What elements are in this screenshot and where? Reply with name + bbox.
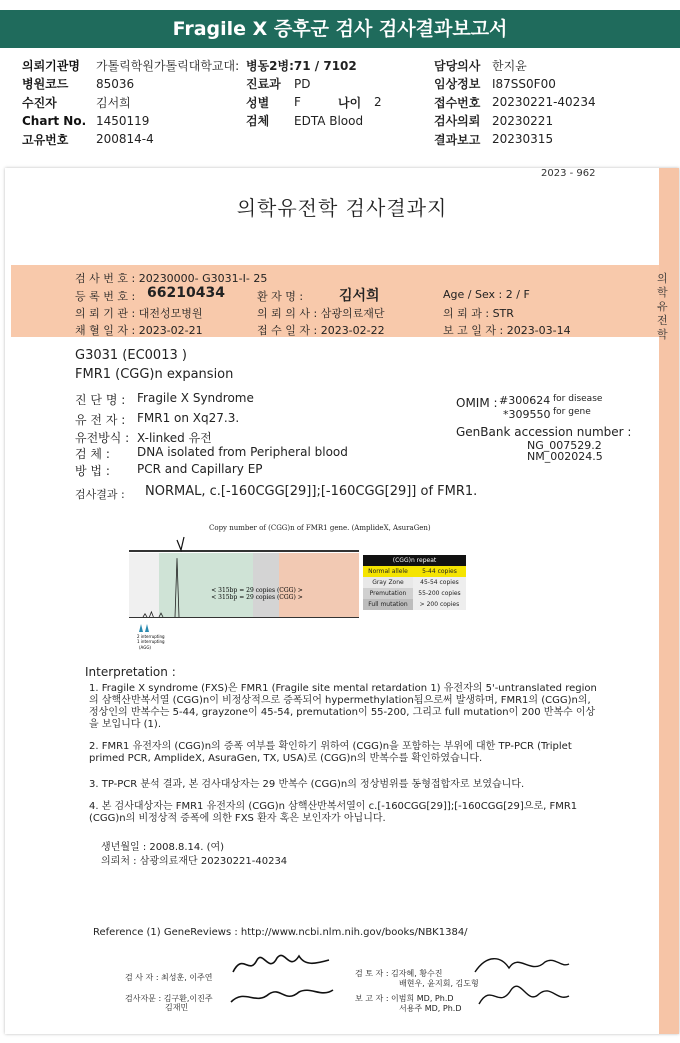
band-reg-label: 등 록 번 호 :: [75, 290, 136, 303]
method-value: PCR and Capillary EP: [137, 462, 263, 476]
signature-reviewer: [465, 946, 575, 1016]
chart-left-area: [129, 553, 159, 617]
interrupting-label-3: (AGG): [139, 645, 151, 650]
header-label: 접수번호: [434, 95, 481, 110]
legend-range: 55-200 copies: [413, 588, 466, 599]
interp-p2: 2. FMR1 유전자의 (CGG)n의 증폭 여부를 확인하기 위하여 (CGG)n을 포함하는 부위에 대한 TP-PCR (Triplet primed PCR, AmplideX, AsuraGen, TX, USA)로 (CGG)n의 반복수를 확인하였습니다.: [89, 741, 572, 764]
legend-name: Premutation: [363, 588, 413, 599]
reporter: 보 고 자 : 이범희 MD, Ph.D: [355, 994, 454, 1003]
tester: 검 사 자 : 최성훈, 이주연: [125, 973, 213, 982]
region-normal: [159, 553, 253, 617]
header-label: 성별: [246, 95, 270, 110]
header-value: 1450119: [96, 113, 150, 128]
band-name-value: 김서희: [339, 288, 380, 304]
result-label: 검사결과 :: [75, 488, 125, 501]
repeat-legend: [363, 555, 466, 610]
omim1-note: for disease: [553, 394, 603, 404]
omim1: #300624: [499, 394, 551, 407]
omim-label: OMIM :: [456, 396, 498, 410]
band-receive: 접 수 일 자 : 2023-02-22: [257, 324, 385, 337]
inherit-label: 유전방식 :: [75, 431, 130, 445]
legend-row: [363, 566, 466, 577]
manager-2: 김재민: [165, 1003, 189, 1012]
method-label: 방 법 :: [75, 464, 110, 478]
interrupting-label-1: 2 interrupting: [137, 634, 165, 639]
legend-row: [363, 577, 466, 588]
header-label: Chart No.: [22, 113, 87, 128]
legend-range: > 200 copies: [413, 599, 466, 610]
header-label: 의뢰기관명: [22, 58, 80, 73]
header-row: [22, 112, 662, 131]
header-value: 200814-4: [96, 132, 154, 147]
legend-range: 5-44 copies: [413, 566, 466, 577]
band-report: 보 고 일 자 : 2023-03-14: [443, 324, 571, 337]
header-label: 병원코드: [22, 77, 69, 92]
peak-arrow-icon: [177, 537, 184, 550]
header-info: [22, 56, 662, 149]
band-dept: 의 뢰 과 : STR: [443, 307, 514, 320]
chart-title: Copy number of (CGG)n of FMR1 gene. (AmplideX, AsuraGen): [209, 524, 431, 532]
legend-name: Full mutation: [363, 599, 413, 610]
chart-baseline: [129, 617, 359, 618]
report-title: Fragile X 증후군 검사 검사결과보고서: [0, 10, 680, 48]
chart-annotation: < 315bp = 29 copies (CGG) >: [211, 587, 303, 594]
gene-label: 유 전 자 :: [75, 413, 126, 427]
interp-p1: 1. Fragile X syndrome (FXS)은 FMR1 (Fragile site mental retardation 1) 유전자의 5'-untranslated region의 삼핵산반복서열 (CGG)n이 비정상적으로 증폭되어 hypermethylation됨으로써 발생하며, FMR1의 (CGG)n의, 정상인의 반복수는 5-44, grayzone이 45-54, premutation이 55-200, 그리고 full mutation이 200 반복수 이상을 보입니다 (1).: [89, 683, 597, 730]
header-value: 20230221-40234: [492, 95, 596, 110]
reference: Reference (1) GeneReviews : http://www.ncbi.nlm.nih.gov/books/NBK1384/: [93, 927, 468, 938]
interpretation-title: Interpretation :: [85, 665, 176, 679]
diag-label: 진 단 명 :: [75, 393, 126, 407]
header-row: [22, 75, 662, 94]
test-code: G3031 (EC0013 ): [75, 348, 187, 363]
signature-tester: [225, 946, 345, 1016]
header-label: 진료과: [246, 77, 281, 92]
vertical-text: 의학유전학: [657, 272, 668, 341]
omim2-note: for gene: [553, 407, 591, 417]
vertical-label: [657, 272, 671, 342]
reporter-2: 서용주 MD, Ph.D: [399, 1004, 462, 1013]
header-label: 고유번호: [22, 132, 69, 147]
legend-name: Normal allele: [363, 566, 413, 577]
header-row: [22, 56, 662, 75]
spec-value: DNA isolated from Peripheral blood: [137, 445, 348, 459]
header-label: 나이: [338, 95, 362, 110]
legend-row: [363, 599, 466, 610]
test-name: FMR1 (CGG)n expansion: [75, 367, 234, 382]
interrupting-label-2: 1 interrupting: [137, 639, 165, 644]
band-requester: 의 뢰 기 관 : 대전성모병원: [75, 307, 203, 320]
inherit-value: X-linked 유전: [137, 431, 212, 445]
page-number: 2023 - 962: [541, 168, 596, 179]
interp-p4: 4. 본 검사대상자는 FMR1 유전자의 (CGG)n 삼핵산반복서열이 c.[-160CGG[29]];[-160CGG[29]으로, FMR1 (CGG)n의 비정상적 증폭에 의한 FXS 환자 혹은 보인자가 아닙니다.: [89, 801, 578, 824]
header-label: 수진자: [22, 95, 57, 110]
header-row: [22, 130, 662, 149]
header-label: 결과보고: [434, 132, 481, 147]
header-value: 20230221: [492, 113, 554, 128]
header-value: EDTA Blood: [294, 113, 364, 128]
reviewer-2: 배현우, 윤지회, 김도형: [399, 979, 479, 988]
legend-range: 45-54 copies: [413, 577, 466, 588]
legend-header: (CGG)n repeat: [363, 555, 466, 566]
header-label: 검체: [246, 114, 270, 129]
genbank-label: GenBank accession number :: [456, 425, 632, 439]
manager: 검사자문 : 김구환,이진주: [125, 994, 213, 1003]
legend-row: [363, 588, 466, 599]
header-row: [22, 93, 662, 112]
header-value: F: [294, 95, 301, 110]
gene-value: FMR1 on Xq27.3.: [137, 411, 240, 425]
diag-value: Fragile X Syndrome: [137, 391, 254, 405]
header-value: 한지윤: [492, 58, 527, 73]
arrow-icon-2: [145, 624, 149, 632]
band-doctor: 의 뢰 의 사 : 삼광의료재단: [257, 307, 385, 320]
band-agesex: Age / Sex : 2 / F: [443, 288, 530, 301]
referer: 의뢰처 : 삼광의료재단 20230221-40234: [101, 856, 288, 867]
header-label: 임상정보: [434, 77, 481, 92]
omim2: *309550: [503, 408, 551, 421]
header-value: I87SS0F00: [492, 76, 556, 91]
header-label: 담당의사: [434, 58, 481, 73]
region-gray: [253, 553, 279, 617]
chart-top-axis: [129, 550, 359, 552]
header-label: 검사의뢰: [434, 114, 481, 129]
band-collect: 채 혈 일 자 : 2023-02-21: [75, 324, 203, 337]
interp-p3: 3. TP-PCR 분석 결과, 본 검사대상자는 29 반복수 (CGG)n의 정상범위를 동형접합자로 보였습니다.: [89, 779, 525, 790]
band-reg-value: 66210434: [147, 285, 225, 301]
band-name-label: 환 자 명 :: [257, 290, 304, 303]
spec-label: 검 체 :: [75, 447, 110, 461]
chart-annotation-2: < 315bp = 29 copies (CGG) >: [211, 594, 303, 601]
header-value: 2: [374, 95, 382, 110]
arrow-icon-1: [139, 624, 143, 632]
band-row1: 검 사 번 호 : 20230000- G3031-I- 25: [75, 272, 268, 285]
result-value: NORMAL, c.[-160CGG[29]];[-160CGG[29]] of FMR1.: [145, 484, 478, 499]
reviewer: 검 토 자 : 김자혜, 황수진: [355, 969, 443, 978]
report-paper: [5, 168, 679, 1034]
genbank1: NG_007529.2: [527, 439, 602, 452]
header-value: 가톨릭학원가톨릭대학교대:: [96, 58, 240, 73]
region-premutation: [279, 553, 359, 617]
legend-name: Gray Zone: [363, 577, 413, 588]
genbank2: NM_002024.5: [527, 450, 603, 463]
header-value: PD: [294, 76, 311, 91]
header-value: 85036: [96, 76, 135, 91]
header-value: 20230315: [492, 132, 554, 147]
header-value: 김서희: [96, 95, 131, 110]
header-label: 병동2병:71 / 7102: [246, 58, 357, 73]
birth-date: 생년월일 : 2008.8.14. (여): [101, 842, 225, 853]
paper-title: 의학유전학 검사결과지: [236, 196, 448, 220]
